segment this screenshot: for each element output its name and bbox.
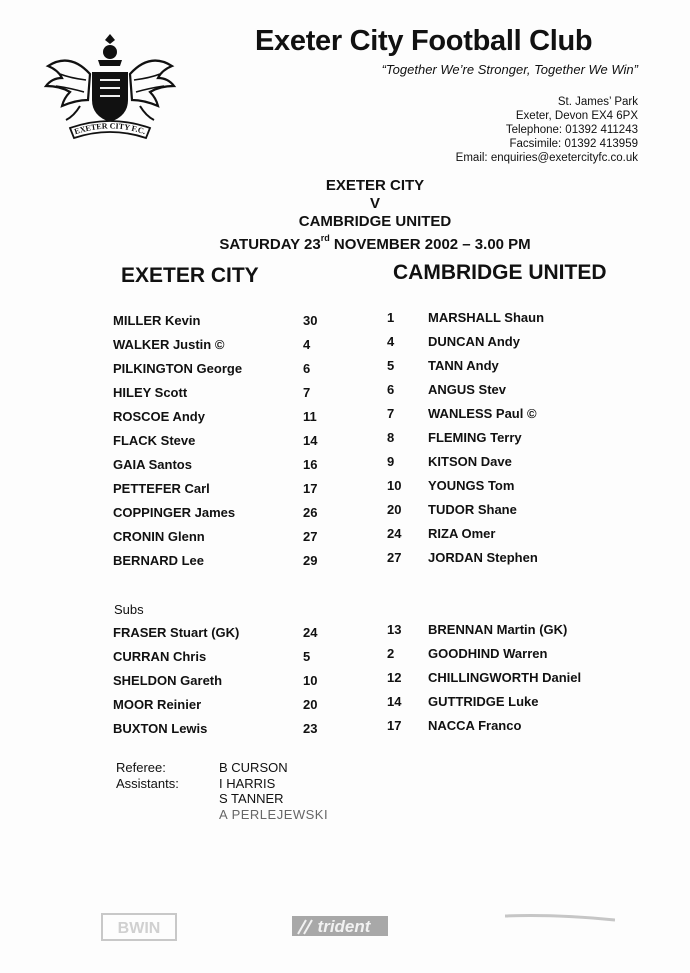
starter-row <box>0 310 690 331</box>
home-player-name: BUXTON Lewis <box>113 721 208 736</box>
sponsor-logo-left <box>100 912 178 942</box>
home-player-name: HILEY Scott <box>113 385 188 400</box>
assistant-1-name: I HARRIS <box>219 775 276 791</box>
substitute-row <box>0 694 690 715</box>
away-player-name: YOUNGS Tom <box>428 478 515 493</box>
home-player-name: CRONIN Glenn <box>113 529 205 544</box>
fourth-official-name: A PERLEJEWSKI <box>219 806 329 822</box>
home-player-name: ROSCOE Andy <box>113 409 205 424</box>
facsimile: Facsimile: 01392 413959 <box>509 138 638 150</box>
starter-row <box>0 430 690 451</box>
home-player-name: COPPINGER James <box>113 505 236 520</box>
home-player-name: MOOR Reinier <box>113 697 202 712</box>
assistants-label: Assistants: <box>116 775 179 791</box>
starter-row <box>0 406 690 427</box>
starter-row <box>0 454 690 475</box>
away-player-name: MARSHALL Shaun <box>428 310 545 325</box>
svg-text:BWIN: BWIN <box>117 920 161 937</box>
home-player-number: 4 <box>303 337 311 352</box>
fixture-away: CAMBRIDGE UNITED <box>298 213 452 230</box>
starter-row <box>0 502 690 523</box>
club-address <box>456 95 638 165</box>
fixture-date: SATURDAY 23rd NOVEMBER 2002 – 3.00 PM <box>219 233 531 253</box>
scan-mark <box>505 912 615 922</box>
away-player-number: 13 <box>387 622 402 637</box>
starter-row <box>0 550 690 571</box>
home-player-name: SHELDON Gareth <box>113 673 223 688</box>
home-player-name: MILLER Kevin <box>113 313 201 328</box>
substitute-row <box>0 622 690 643</box>
club-title: Exeter City Football Club <box>255 25 593 57</box>
starter-row <box>0 478 690 499</box>
home-player-number: 30 <box>303 313 318 328</box>
home-player-name: BERNARD Lee <box>113 553 205 568</box>
substitute-row <box>0 646 690 667</box>
home-player-number: 23 <box>303 721 318 736</box>
starter-row <box>0 334 690 355</box>
away-player-number: 24 <box>387 526 402 541</box>
home-player-name: GAIA Santos <box>113 457 192 472</box>
away-player-number: 5 <box>387 358 395 373</box>
subs-label: Subs <box>114 602 144 617</box>
fixture-home: EXETER CITY <box>325 177 425 194</box>
away-player-number: 14 <box>387 694 402 709</box>
away-player-number: 9 <box>387 454 395 469</box>
home-player-number: 16 <box>303 457 318 472</box>
home-player-number: 11 <box>303 409 317 424</box>
away-player-name: GUTTRIDGE Luke <box>428 694 539 709</box>
home-player-name: PETTEFER Carl <box>113 481 210 496</box>
starter-row <box>0 526 690 547</box>
substitute-row <box>0 670 690 691</box>
home-team-heading: EXETER CITY <box>121 264 259 287</box>
home-player-number: 17 <box>303 481 318 496</box>
away-player-number: 1 <box>387 310 395 325</box>
address-line-1: St. James’ Park <box>557 96 638 108</box>
away-player-number: 8 <box>387 430 395 445</box>
assistant-2-name: S TANNER <box>219 791 284 806</box>
away-player-name: DUNCAN Andy <box>428 334 520 349</box>
home-player-name: FLACK Steve <box>113 433 196 448</box>
away-player-name: JORDAN Stephen <box>428 550 538 565</box>
substitute-row <box>0 718 690 739</box>
svg-text:trident: trident <box>317 917 371 936</box>
away-player-name: KITSON Dave <box>428 454 512 469</box>
away-player-name: WANLESS Paul © <box>428 406 537 421</box>
away-player-name: ANGUS Stev <box>428 382 507 397</box>
home-player-number: 27 <box>303 529 318 544</box>
referee-name: B CURSON <box>219 760 288 775</box>
starter-row <box>0 358 690 379</box>
home-player-number: 10 <box>303 673 318 688</box>
away-player-name: TUDOR Shane <box>428 502 517 517</box>
fixture-heading <box>150 177 600 254</box>
club-crest-logo <box>40 30 180 148</box>
home-player-number: 20 <box>303 697 318 712</box>
referee-label: Referee: <box>116 760 166 775</box>
away-player-number: 17 <box>387 718 402 733</box>
away-player-name: NACCA Franco <box>428 718 522 733</box>
home-player-number: 5 <box>303 649 311 664</box>
home-player-number: 24 <box>303 625 318 640</box>
away-player-number: 12 <box>387 670 402 685</box>
away-player-number: 7 <box>387 406 395 421</box>
home-player-name: CURRAN Chris <box>113 649 207 664</box>
away-player-number: 20 <box>387 502 402 517</box>
svg-text:EXETER CITY F.C.: EXETER CITY F.C. <box>73 121 147 137</box>
address-line-2: Exeter, Devon EX4 6PX <box>515 110 638 122</box>
away-player-number: 27 <box>387 550 402 565</box>
away-player-number: 4 <box>387 334 395 349</box>
home-player-number: 26 <box>303 505 318 520</box>
starter-row <box>0 382 690 403</box>
home-player-number: 7 <box>303 385 311 400</box>
sponsor-logo-right <box>290 912 390 942</box>
away-player-number: 2 <box>387 646 395 661</box>
away-player-name: GOODHIND Warren <box>428 646 548 661</box>
home-player-name: WALKER Justin © <box>113 337 225 352</box>
club-tagline: “Together We’re Stronger, Together We Win” <box>381 62 638 77</box>
home-player-number: 29 <box>303 553 318 568</box>
away-player-number: 10 <box>387 478 402 493</box>
away-player-name: FLEMING Terry <box>428 430 522 445</box>
home-player-number: 14 <box>303 433 318 448</box>
telephone: Telephone: 01392 411243 <box>505 124 638 136</box>
fixture-versus: V <box>369 195 380 212</box>
away-player-name: RIZA Omer <box>428 526 496 541</box>
away-player-name: BRENNAN Martin (GK) <box>428 622 568 637</box>
home-player-name: PILKINGTON George <box>113 361 243 376</box>
away-player-name: TANN Andy <box>428 358 499 373</box>
email: Email: enquiries@exetercityfc.co.uk <box>455 152 638 164</box>
away-team-heading: CAMBRIDGE UNITED <box>393 261 607 284</box>
home-player-name: FRASER Stuart (GK) <box>113 625 240 640</box>
away-player-number: 6 <box>387 382 395 397</box>
home-player-number: 6 <box>303 361 311 376</box>
away-player-name: CHILLINGWORTH Daniel <box>428 670 582 685</box>
